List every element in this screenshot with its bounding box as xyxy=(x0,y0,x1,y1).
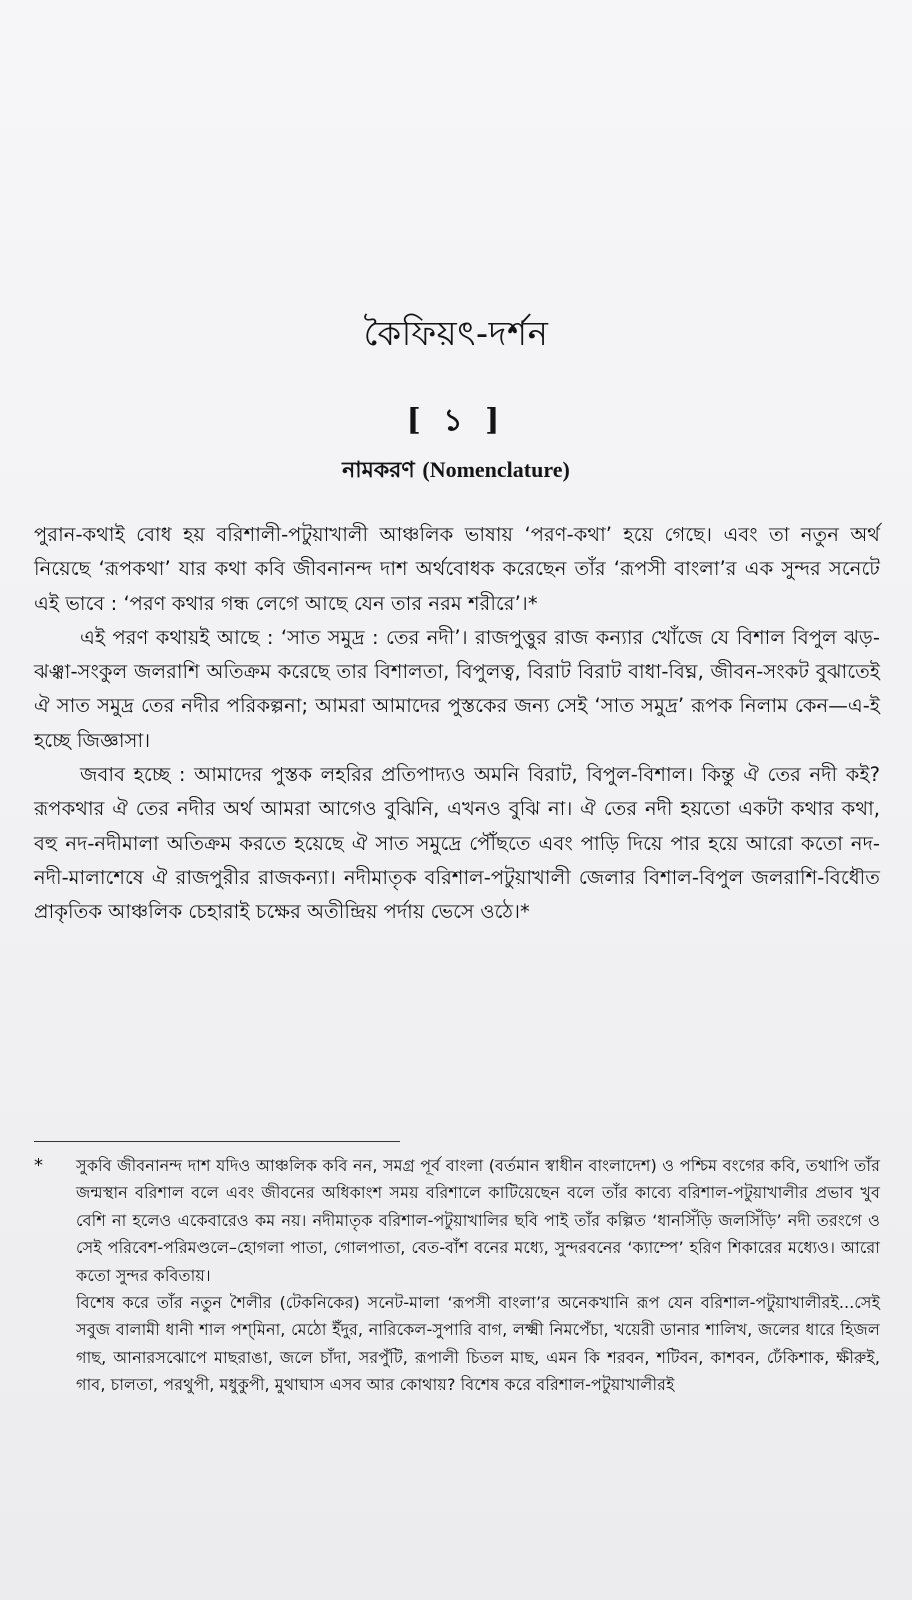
footnote-marker: * xyxy=(34,1155,43,1176)
footnote-continuation xyxy=(34,1289,880,1399)
body-paragraph-3: জবাব হচ্ছে : আমাদের পুস্তক লহরির প্রতিপাদ্যও অমনি বিরাট, বিপুল-বিশাল। কিন্তু ঐ তের নদী কই? রূপকথার ঐ তের নদীর অর্থ আমরা আগেও বুঝিনি, এখনও বুঝি না। ঐ তের নদী হয়তো একটা কথার কথা, বহু নদ-নদীমালা অতিক্রম করতে হয়েছে ঐ সাত সমুদ্রে পৌঁছতে এবং পাড়ি দিয়ে পার হয়ে আরো কতো নদ-নদী-মালাশেষে ঐ রাজপুরীর রাজকন্যা। নদীমাতৃক বরিশাল-পটুয়াখালী জেলার বিশাল-বিপুল জলরাশি-বিধৌত প্রাকৃতিক আঞ্চলিক চেহারাই চক্ষের অতীন্দ্রিয় পর্দায় ভেসে ওঠে।* xyxy=(34,763,880,924)
chapter-title: কৈফিয়ৎ-দর্শন xyxy=(363,314,549,354)
section-number: [ ১ ] xyxy=(406,403,506,438)
footnote-text-2: বিশেষ করে তাঁর নতুন শৈলীর (টেকনিকের) সনেট-মালা ‘রূপসী বাংলা’র অনেকখানি রূপ যেন বরিশাল-পটুয়াখালীরই...সেই সবুজ বালামী ধানী শাল পশ্‌মিনা, মেঠো ইঁদুর, নারিকেল-সুপারি বাগ, লক্ষ্মী নিমপেঁচা, খয়েরী ডানার শালিখ, জলের ধারে হিজল গাছ, আনারসঝোপে মাছরাঙা, জলে চাঁদা, সরপুঁটি, রূপালী চিতল মাছ, এমন কি শরবন, শটিবন, কাশবন, ঢেঁকিশাক, ক্ষীরুই, গাব, চালতা, পরথুপী, মধুকুপী, মুথাঘাস এসব আর কোথায়? বিশেষ করে বরিশাল-পটুয়াখালীরই xyxy=(76,1293,880,1395)
body-paragraph-2: এই পরণ কথায়ই আছে : ‘সাত সমুদ্র : তের নদী’। রাজপুত্তুর রাজ কন্যার খোঁজে যে বিশাল বিপুল ঝড়-ঝঞ্ঝা-সংকুল জলরাশি অতিক্রম করেছে তার বিশালতা, বিপুলত্ব, বিরাট বিরাট বাধা-বিঘ্ন, জীবন-সংকট বুঝাতেই ঐ সাত সমুদ্র তের নদীর পরিকল্পনা; আমরা আমাদের পুস্তকের জন্য সেই ‘সাত সমুদ্র’ রূপক নিলাম কেন—এ-ই হচ্ছে জিজ্ঞাসা। xyxy=(34,625,880,752)
section-subtitle xyxy=(0,453,912,490)
footnotes xyxy=(34,1152,880,1399)
footnote-divider xyxy=(34,1141,400,1142)
footnote-text-1: সুকবি জীবনানন্দ দাশ যদিও আঞ্চলিক কবি নন, সমগ্র পূর্ব বাংলা (বর্তমান স্বাধীন বাংলাদেশ) ও পশ্চিম বংগের কবি, তথাপি তাঁর জন্মস্থান বরিশাল বলে এবং জীবনের অধিকাংশ সময় বরিশালে কাটিয়েছেন বলে তাঁর কাব্যে বরিশাল-পটুয়াখালীর প্রভাব খুব বেশি না হলেও একেবারেও কম নয়। নদীমাতৃক বরিশাল-পটুয়াখালির ছবি পাই তাঁর কল্পিত ‘ধানসিঁড়ি জলসিঁড়ি’ নদী তরংগে ও সেই পরিবেশ-পরিমণ্ডলে–হোগলা পাতা, গোলপাতা, বেত-বাঁশ বনের মধ্যে, সুন্দরবনের ‘ক্যাম্পে’ হরিণ শিকারের মধ্যেও। আরো কতো সুন্দর কবিতায়। xyxy=(76,1156,880,1285)
subtitle-english: (Nomenclature) xyxy=(422,457,570,482)
footnote-1 xyxy=(34,1152,880,1289)
body-text xyxy=(34,518,880,930)
body-paragraph-1: পুরান-কথাই বোধ হয় বরিশালী-পটুয়াখালী আঞ্চলিক ভাষায় ‘পরণ-কথা’ হয়ে গেছে। এবং তা নতুন অর্থ নিয়েছে ‘রূপকথা’ যার কথা কবি জীবনানন্দ দাশ অর্থবোধক করেছেন তাঁর ‘রূপসী বাংলা’র এক সুন্দর সনেটে এই ভাবে : ‘পরণ কথার গন্ধ লেগে আছে যেন তার নরম শরীরে’।* xyxy=(34,523,880,615)
subtitle-bengali: নামকরণ xyxy=(342,458,415,483)
